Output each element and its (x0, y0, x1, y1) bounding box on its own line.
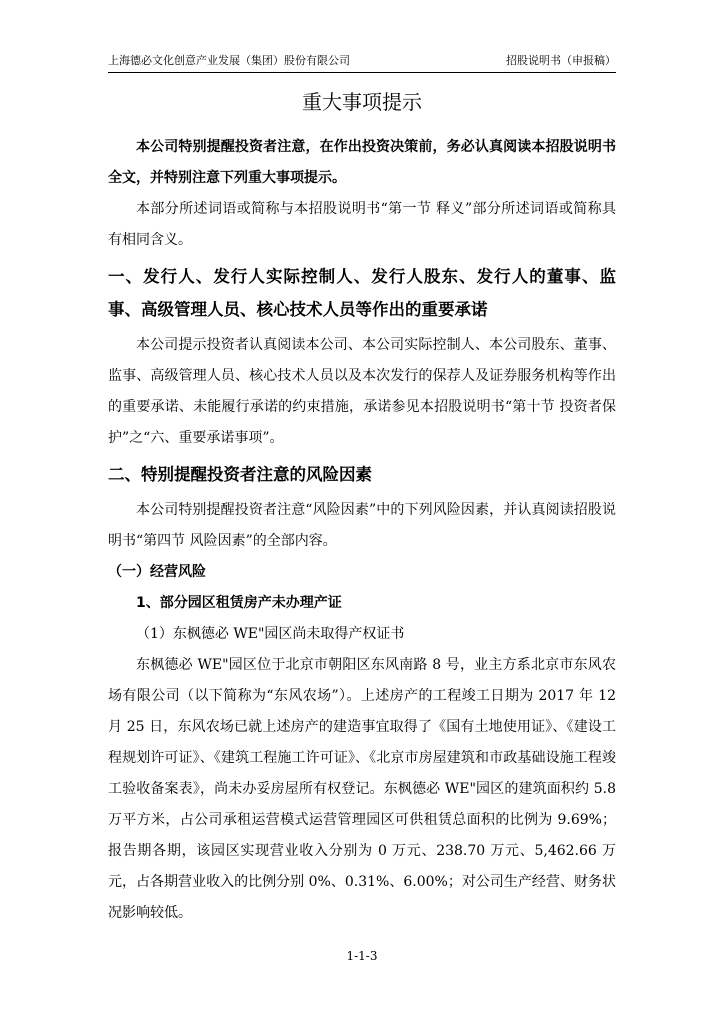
subsection-operating-risk: （一）经营风险 (108, 564, 206, 580)
subsection-leased-property: 1、部分园区租赁房产未办理产证 (136, 595, 342, 611)
page-header (108, 52, 616, 73)
header-company: 上海德必文化创意产业发展（集团）股份有限公司 (108, 54, 350, 67)
section1-paragraph: 本公司提示投资者认真阅读本公司、本公司实际控制人、本公司股东、董事、监事、高级管理人员、核心技术人员以及本次发行的保荐人及证券服务机构等作出的重要承诺、未能履行承诺的约束措施，承诺参见本招股说明书“第十节 投资者保护”之“六、重要承诺事项”。 (108, 337, 616, 446)
header-doc-type: 招股说明书（申报稿） (506, 54, 616, 67)
dongfeng-detail-paragraph: 东枫德必 WE"园区位于北京市朝阳区东风南路 8 号，业主方系北京市东风农场有限公司（以下简称为“东风农场”）。上述房产的工程竣工日期为 2017 年 12 月 25 日，东风农场已就上述房产的建造事宜取得了《国有土地使用证》、《建设工程规划许可证》、《建筑工程施工许可证》、《北京市房屋建筑和市政基础设施工程竣工验收备案表》，尚未办妥房屋所有权登记。东枫德必 WE"园区的建筑面积约 5.8 万平方米，占公司承租运营模式运营管理园区可供租赁总面积的比例为 9.69%；报告期各期，该园区实现营业收入分别为 0 万元、238.70 万元、5,462.66 万元，占各期营业收入的比例分别 0%、0.31%、6.00%；对公司生产经营、财务状况影响较低。 (108, 657, 616, 921)
intro-terms-paragraph: 本部分所述词语或简称与本招股说明书“第一节 释义”部分所述词语或简称具有相同含义。 (108, 201, 616, 248)
section1-heading: 一、发行人、发行人实际控制人、发行人股东、发行人的董事、监事、高级管理人员、核心技术人员等作出的重要承诺 (108, 267, 616, 319)
intro-bold-paragraph: 本公司特别提醒投资者注意，在作出投资决策前，务必认真阅读本招股说明书全文，并特别注意下列重大事项提示。 (108, 139, 616, 186)
subsection-dongfeng-title: （1）东枫德必 WE"园区尚未取得产权证书 (136, 626, 405, 642)
section2-paragraph: 本公司特别提醒投资者注意“风险因素”中的下列风险因素，并认真阅读招股说明书“第四节 风险因素”的全部内容。 (108, 502, 616, 549)
page-number: 1-1-3 (346, 949, 378, 963)
section2-heading: 二、特别提醒投资者注意的风险因素 (108, 465, 372, 484)
page-title: 重大事项提示 (302, 90, 422, 114)
document-body (108, 132, 616, 929)
